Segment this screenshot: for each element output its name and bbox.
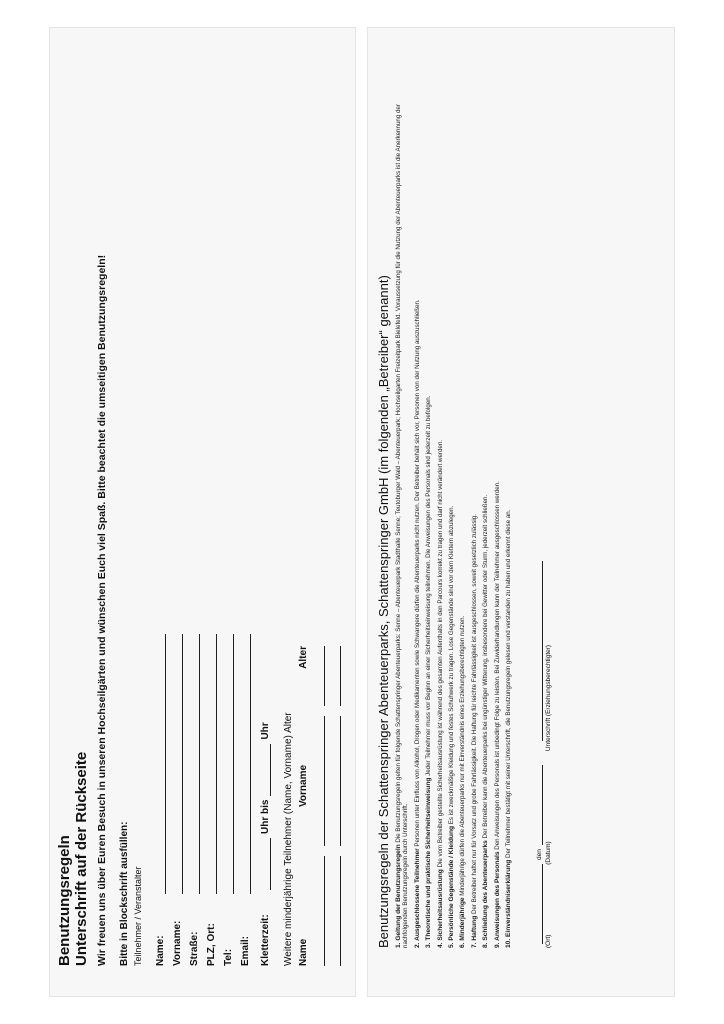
rules-section-heading: 8. Schließung des Abenteuerparks <box>482 840 490 948</box>
unterschrift-label: Unterschrift (Erziehungsberechtigter) <box>545 644 553 752</box>
vorname-field[interactable] <box>166 66 183 966</box>
plz-line[interactable] <box>204 634 217 894</box>
participant-alter-line[interactable] <box>346 646 355 706</box>
participant-row[interactable] <box>309 66 325 966</box>
rules-section <box>425 68 432 948</box>
rules-section-text: Personen unter Einfluss von Alkohol, Drogen oder Medikamenten sowie Schwangere dürfen die Abenteuerparks nicht nutzen. Der Betreiber behält sich vor, Personen von der Nutzung auszuschließen. <box>413 299 421 847</box>
intro-text: Wir freuen uns über Euren Besuch in unseren Hochseilgärten und wünschen Euch viel Spaß. Bitte beachtet die umseitigen Benutzungsregeln! <box>96 254 108 966</box>
email-line[interactable] <box>238 634 251 894</box>
rules-section-heading: 9. Anweisungen des Personals <box>493 851 501 948</box>
plz-label: PLZ, Ort: <box>206 923 217 966</box>
rules-section-text: Die vom Betreiber gestellte Sicherheitsausrüstung ist während des gesamten Aufenthalts in den Parcours korrekt zu tragen und darf nicht verändert werden. <box>436 439 444 868</box>
participant-vorname-line[interactable] <box>346 716 355 846</box>
rules-section-text: Es ist zweckmäßige Kleidung und festes Schuhwerk zu tragen. Lose Gegenstände sind vor dem Klettern abzulegen. <box>448 505 456 825</box>
form-page-left <box>50 28 355 996</box>
page-subtitle: Unterschrift auf der Rückseite <box>73 751 90 966</box>
rules-section-heading: 6. Minderjährige <box>459 897 467 948</box>
datum-label: (Datum) <box>545 841 553 865</box>
rules-section <box>505 68 512 948</box>
rules-section <box>395 68 410 948</box>
block-note: Teilnehmer / Veranstalter <box>133 866 143 966</box>
rules-title: Benutzungsregeln der Schattenspringer Abenteuerparks, Schattenspringer GmbH (im folgenden „Betreiber“ genannt) <box>376 275 391 948</box>
unterschrift-line[interactable] <box>534 561 543 741</box>
participant-name-line[interactable] <box>330 856 341 966</box>
participant-vorname-line[interactable] <box>330 716 341 846</box>
rules-section <box>494 68 501 948</box>
rules-section-text: Jeder Teilnehmer muss vor Beginn an einer Sicherheitseinweisung teilnehmen. Die Anweisungen des Personals sind jederzeit zu befolgen. <box>425 395 433 776</box>
strasse-label: Straße: <box>189 931 200 966</box>
rules-section-text: Der Betreiber haftet nur für Vorsatz und grobe Fahrlässigkeit. Die Haftung für leichte Fahrlässigkeit ist ausgeschlossen, soweit gesetzlich zulässig. <box>470 514 478 915</box>
kletterzeit-end-line[interactable] <box>258 744 271 796</box>
participant-alter-line[interactable] <box>314 646 325 706</box>
participant-alter-line[interactable] <box>330 646 341 706</box>
rules-section-heading: 10. Einverständniserklärung <box>505 859 513 948</box>
signature-labels <box>545 68 552 948</box>
rules-section <box>414 68 421 948</box>
tel-line[interactable] <box>221 634 234 894</box>
rules-sections <box>395 68 512 948</box>
rules-section <box>448 68 455 948</box>
kletterzeit-start-line[interactable] <box>258 838 271 890</box>
strasse-field[interactable] <box>183 66 200 966</box>
signature-row <box>534 68 543 948</box>
name-line[interactable] <box>153 634 166 894</box>
den-label: den <box>536 849 544 860</box>
rules-section-text: Der Betreiber kann die Abenteuerparks bei ungünstiger Witterung, insbesondere bei Gewitter oder Sturm, jederzeit schließen. <box>482 494 490 839</box>
plz-field[interactable] <box>200 66 217 966</box>
uhr-bis-label: Uhr bis <box>260 799 271 834</box>
ort-line[interactable] <box>534 864 543 944</box>
participant-name-line[interactable] <box>346 856 355 966</box>
participant-row[interactable] <box>341 66 355 966</box>
participants-table-header <box>298 66 309 966</box>
rules-section <box>437 68 444 948</box>
rules-section-heading: 3. Theoretische und praktische Sicherheitseinweisung <box>425 777 433 948</box>
rules-section <box>471 68 478 948</box>
rules-section <box>482 68 489 948</box>
rules-section-heading: 7. Haftung <box>470 915 478 948</box>
rules-section-heading: 2. Ausgeschlossene Teilnehmer <box>413 848 421 948</box>
name-label: Name: <box>155 935 166 966</box>
participant-vorname-line[interactable] <box>314 716 325 846</box>
col-vorname: Vorname <box>298 764 309 808</box>
rules-section-text: Die Benutzungsregeln gelten für folgende Schattenspringer Abenteuerparks: Senne – Abenteuerpark Stadthalle Senne; Teutoburger Wald – Abenteuerpark; Hochseilgarten Freizeitpark Bielefeld. Voraussetzung für die Nutzung der Abenteuerparks ist die Anerkennung der nachfolgenden Benutzungsregeln durch Unterschrift. <box>395 104 410 948</box>
kletterzeit-label: Kletterzeit: <box>260 914 271 966</box>
vorname-line[interactable] <box>170 634 183 894</box>
rules-section-heading: 5. Persönliche Gegenstände / Kleidung <box>448 825 456 948</box>
rules-section-text: Der Teilnehmer bestätigt mit seiner Unterschrift, die Benutzungsregeln gelesen und verstanden zu haben und erkennt diese an. <box>505 509 513 858</box>
col-alter: Alter <box>298 646 309 669</box>
email-field[interactable] <box>234 66 251 966</box>
participants-table <box>309 66 355 966</box>
strasse-line[interactable] <box>187 634 200 894</box>
rules-section-heading: 4. Sicherheitsausrüstung <box>436 869 444 948</box>
vorname-label: Vorname: <box>172 920 183 966</box>
rules-section-text: Minderjährige dürfen die Abenteuerparks nur mit Einverständnis eines Erziehungsberechtigten nutzen. <box>459 615 467 896</box>
page-title: Benutzungsregeln <box>56 835 73 966</box>
weitere-teilnehmer-heading: Weitere minderjährige Teilnehmer (Name, Vorname) Alter <box>283 712 294 966</box>
name-field[interactable] <box>149 66 166 966</box>
rules-section-text: Den Anweisungen des Personals ist unbedingt Folge zu leisten. Bei Zuwiderhandlungen kann der Teilnehmer ausgeschlossen werden. <box>493 481 501 850</box>
datum-line[interactable] <box>534 765 543 845</box>
tel-field[interactable] <box>217 66 234 966</box>
block-heading: Bitte in Blockschrift ausfüllen: <box>119 821 130 966</box>
participant-name-line[interactable] <box>314 856 325 966</box>
rules-section <box>459 68 466 948</box>
tel-label: Tel: <box>223 948 234 966</box>
col-name: Name <box>298 938 309 966</box>
email-label: Email: <box>240 935 251 966</box>
uhr-label: Uhr <box>260 722 271 740</box>
kletterzeit-field[interactable] <box>251 66 271 966</box>
participant-row[interactable] <box>325 66 341 966</box>
rules-page-right <box>368 28 674 996</box>
rules-section-heading: 1. Geltung der Benutzungsregeln <box>395 844 402 948</box>
ort-label: (Ort) <box>545 934 553 948</box>
